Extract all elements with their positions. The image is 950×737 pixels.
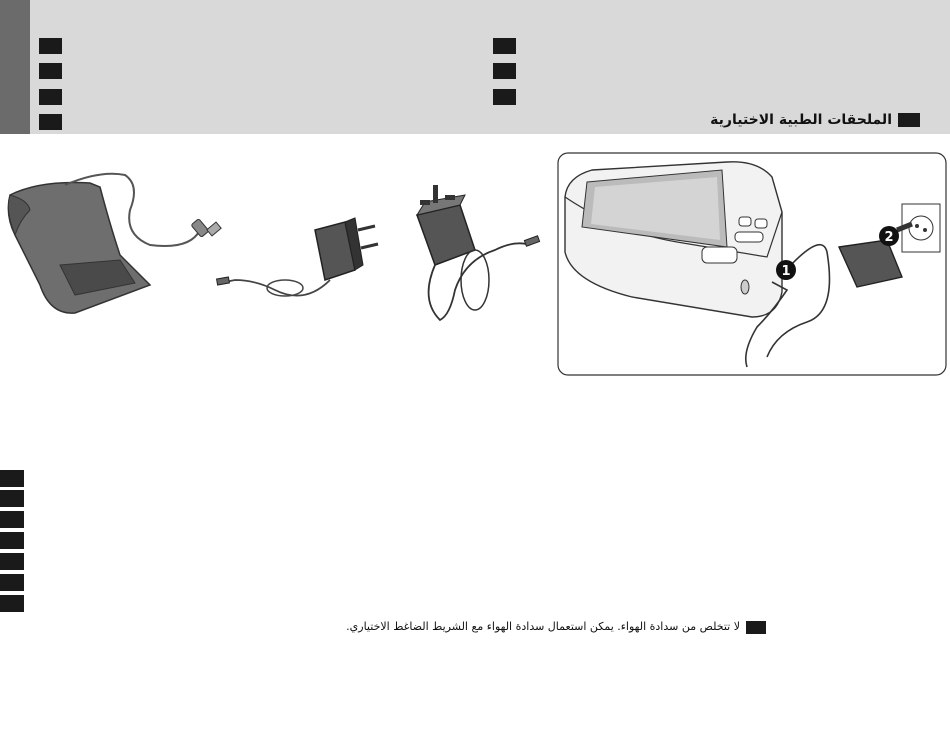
step-2-label: 2 (884, 230, 894, 245)
step-1-label: 1 (781, 264, 791, 279)
lang-marker (39, 38, 62, 54)
ac-adapter-uk-illustration (405, 180, 550, 325)
lang-marker (493, 89, 516, 105)
lang-marker (0, 532, 24, 549)
lang-marker (0, 595, 24, 612)
side-tab (0, 0, 30, 134)
note-text: لا تتخلص من سدادة الهواء. يمكن استعمال سدادة الهواء مع الشريط الضاغط الاختياري. (346, 620, 740, 633)
lang-marker (493, 63, 516, 79)
lang-marker (39, 63, 62, 79)
cuff-illustration (0, 165, 230, 315)
lang-marker (493, 38, 516, 54)
lang-marker (0, 490, 24, 507)
lang-marker (746, 621, 766, 634)
lang-marker (898, 113, 920, 127)
lang-marker (0, 553, 24, 570)
lang-marker (0, 511, 24, 528)
note (346, 620, 766, 634)
section-heading (710, 112, 920, 128)
lang-marker (0, 470, 24, 487)
lang-marker (39, 114, 62, 130)
lang-marker (39, 89, 62, 105)
ac-adapter-eu-illustration (215, 210, 385, 305)
lang-marker (0, 574, 24, 591)
monitor-connection-illustration (557, 152, 947, 376)
section-heading-text: الملحقات الطبية الاختيارية (710, 112, 892, 128)
